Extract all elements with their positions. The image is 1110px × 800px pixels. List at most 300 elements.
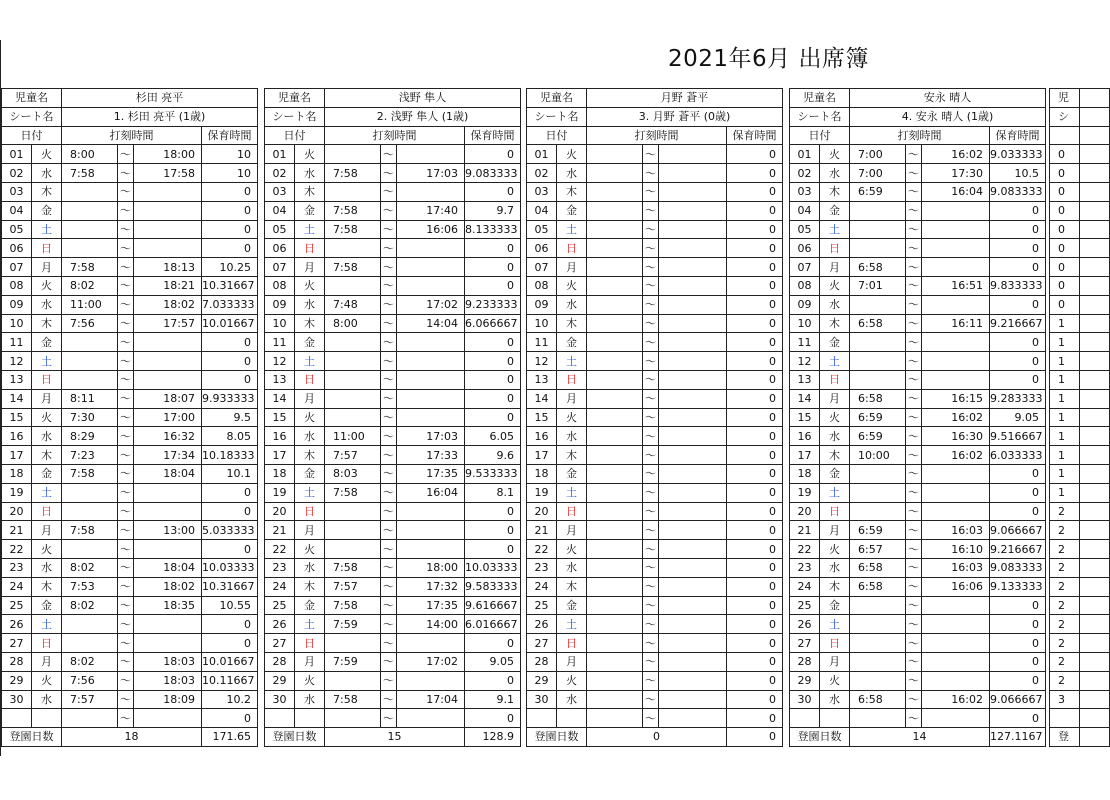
tilde-separator: ～ bbox=[381, 389, 397, 408]
partial-cell: 0 bbox=[1050, 239, 1080, 258]
check-out-time bbox=[922, 483, 990, 502]
check-out-time bbox=[134, 709, 202, 728]
tilde-separator: ～ bbox=[381, 540, 397, 559]
weekday: 土 bbox=[820, 352, 850, 371]
check-in-time: 8:29 bbox=[62, 427, 118, 446]
day-number: 01 bbox=[790, 145, 820, 164]
check-out-time bbox=[922, 502, 990, 521]
care-hours-value: 0 bbox=[465, 634, 521, 653]
check-in-time bbox=[325, 239, 381, 258]
weekday: 土 bbox=[32, 352, 62, 371]
care-hours-value: 0 bbox=[727, 652, 783, 671]
care-hours-value: 10.55 bbox=[202, 596, 258, 615]
tilde-separator: ～ bbox=[118, 182, 134, 201]
weekday: 日 bbox=[32, 502, 62, 521]
partial-cell: 0 bbox=[1050, 182, 1080, 201]
weekday: 水 bbox=[32, 295, 62, 314]
check-in-time: 8:11 bbox=[62, 389, 118, 408]
check-in-time bbox=[587, 577, 643, 596]
check-in-time: 7:58 bbox=[62, 258, 118, 277]
tilde-separator: ～ bbox=[118, 577, 134, 596]
check-out-time bbox=[922, 370, 990, 389]
weekday: 月 bbox=[557, 258, 587, 277]
tilde-separator: ～ bbox=[906, 314, 922, 333]
weekday: 土 bbox=[820, 220, 850, 239]
check-in-time bbox=[587, 540, 643, 559]
table-row bbox=[527, 521, 783, 540]
check-in-time bbox=[325, 408, 381, 427]
table-row bbox=[2, 220, 258, 239]
weekday: 水 bbox=[820, 295, 850, 314]
day-number: 02 bbox=[527, 164, 557, 183]
table-row bbox=[527, 427, 783, 446]
weekday: 日 bbox=[557, 239, 587, 258]
table-row bbox=[2, 577, 258, 596]
day-number: 08 bbox=[265, 276, 295, 295]
check-in-time: 7:58 bbox=[325, 596, 381, 615]
tilde-separator: ～ bbox=[118, 239, 134, 258]
weekday: 日 bbox=[295, 239, 325, 258]
tilde-separator: ～ bbox=[118, 483, 134, 502]
weekday: 木 bbox=[32, 446, 62, 465]
care-hours-header: 保育時間 bbox=[465, 126, 521, 145]
check-in-time bbox=[587, 690, 643, 709]
day-number: 08 bbox=[527, 276, 557, 295]
check-in-time bbox=[850, 220, 906, 239]
weekday: 火 bbox=[820, 671, 850, 690]
sheet-name-label: シート名 bbox=[790, 107, 850, 126]
day-number: 09 bbox=[790, 295, 820, 314]
tilde-separator: ～ bbox=[906, 540, 922, 559]
partial-cell-empty bbox=[1080, 652, 1110, 671]
care-hours-value: 9.066667 bbox=[990, 690, 1046, 709]
check-in-time: 6:57 bbox=[850, 540, 906, 559]
partial-cell-empty bbox=[1080, 352, 1110, 371]
partial-cell: 0 bbox=[1050, 295, 1080, 314]
care-hours-value: 10.03333 bbox=[465, 558, 521, 577]
weekday: 火 bbox=[32, 671, 62, 690]
check-out-time: 17:35 bbox=[397, 464, 465, 483]
weekday: 木 bbox=[557, 577, 587, 596]
table-row bbox=[527, 333, 783, 352]
care-hours-value: 0 bbox=[202, 502, 258, 521]
tilde-separator: ～ bbox=[381, 314, 397, 333]
check-in-time: 7:58 bbox=[325, 483, 381, 502]
care-hours-value: 5.033333 bbox=[202, 521, 258, 540]
partial-cell-empty bbox=[1080, 89, 1110, 108]
partial-cell-empty bbox=[1080, 709, 1110, 728]
check-in-time: 6:59 bbox=[850, 182, 906, 201]
day-number: 11 bbox=[527, 333, 557, 352]
partial-cell-empty bbox=[1080, 370, 1110, 389]
tilde-separator: ～ bbox=[118, 634, 134, 653]
day-number: 06 bbox=[527, 239, 557, 258]
day-number: 11 bbox=[790, 333, 820, 352]
check-out-time: 17:40 bbox=[397, 201, 465, 220]
tilde-separator: ～ bbox=[906, 483, 922, 502]
day-number: 25 bbox=[790, 596, 820, 615]
care-hours-value: 0 bbox=[990, 333, 1046, 352]
table-row bbox=[527, 615, 783, 634]
weekday: 日 bbox=[295, 370, 325, 389]
table-row bbox=[527, 652, 783, 671]
tilde-separator: ～ bbox=[118, 370, 134, 389]
table-row bbox=[527, 596, 783, 615]
check-in-time: 7:48 bbox=[325, 295, 381, 314]
check-out-time: 17:04 bbox=[397, 690, 465, 709]
check-out-time bbox=[134, 220, 202, 239]
weekday: 水 bbox=[295, 427, 325, 446]
care-hours-value: 0 bbox=[465, 502, 521, 521]
tilde-separator: ～ bbox=[381, 615, 397, 634]
care-hours-value: 0 bbox=[465, 333, 521, 352]
weekday: 月 bbox=[32, 389, 62, 408]
tilde-separator: ～ bbox=[906, 464, 922, 483]
care-hours-value: 0 bbox=[727, 182, 783, 201]
check-out-time bbox=[659, 258, 727, 277]
table-row bbox=[790, 258, 1046, 277]
check-out-time: 18:09 bbox=[134, 690, 202, 709]
check-out-time: 18:02 bbox=[134, 295, 202, 314]
tilde-separator: ～ bbox=[118, 521, 134, 540]
table-row bbox=[2, 276, 258, 295]
care-hours-value: 10.18333 bbox=[202, 446, 258, 465]
check-in-time bbox=[325, 709, 381, 728]
weekday: 火 bbox=[820, 145, 850, 164]
partial-cell-empty bbox=[1080, 634, 1110, 653]
check-in-time bbox=[62, 352, 118, 371]
tilde-separator: ～ bbox=[381, 502, 397, 521]
care-hours-value: 0 bbox=[990, 596, 1046, 615]
care-hours-value: 10.31667 bbox=[202, 577, 258, 596]
check-out-time bbox=[922, 239, 990, 258]
weekday: 金 bbox=[295, 201, 325, 220]
check-in-time: 7:56 bbox=[62, 671, 118, 690]
care-hours-value: 9.083333 bbox=[990, 182, 1046, 201]
care-hours-value: 10.2 bbox=[202, 690, 258, 709]
table-row bbox=[2, 558, 258, 577]
table-row bbox=[790, 652, 1046, 671]
check-in-time bbox=[587, 352, 643, 371]
care-hours-value: 9.216667 bbox=[990, 314, 1046, 333]
attendance-sheet-4 bbox=[789, 88, 1046, 747]
check-in-time bbox=[587, 201, 643, 220]
table-row bbox=[2, 333, 258, 352]
check-out-time bbox=[922, 709, 990, 728]
weekday: 金 bbox=[820, 464, 850, 483]
tilde-separator: ～ bbox=[118, 145, 134, 164]
care-hours-value: 0 bbox=[990, 220, 1046, 239]
tilde-separator: ～ bbox=[643, 634, 659, 653]
day-number: 19 bbox=[2, 483, 32, 502]
weekday: 日 bbox=[820, 239, 850, 258]
tilde-separator: ～ bbox=[118, 690, 134, 709]
table-row bbox=[2, 464, 258, 483]
tilde-separator: ～ bbox=[381, 201, 397, 220]
table-row bbox=[265, 521, 521, 540]
tilde-separator: ～ bbox=[118, 333, 134, 352]
care-hours-value: 8.133333 bbox=[465, 220, 521, 239]
check-out-time: 18:03 bbox=[134, 671, 202, 690]
check-out-time bbox=[659, 577, 727, 596]
tilde-separator: ～ bbox=[643, 370, 659, 389]
table-row bbox=[2, 634, 258, 653]
check-out-time bbox=[397, 521, 465, 540]
tilde-separator: ～ bbox=[118, 276, 134, 295]
check-out-time bbox=[397, 258, 465, 277]
tilde-separator: ～ bbox=[381, 690, 397, 709]
day-number: 22 bbox=[265, 540, 295, 559]
check-out-time: 16:02 bbox=[922, 408, 990, 427]
check-in-time bbox=[325, 276, 381, 295]
day-number: 11 bbox=[2, 333, 32, 352]
weekday: 月 bbox=[295, 652, 325, 671]
day-number: 18 bbox=[527, 464, 557, 483]
table-row bbox=[265, 502, 521, 521]
partial-cell: 1 bbox=[1050, 408, 1080, 427]
table-row bbox=[2, 145, 258, 164]
tilde-separator: ～ bbox=[118, 164, 134, 183]
weekday: 木 bbox=[295, 182, 325, 201]
partial-cell: シ bbox=[1050, 107, 1080, 126]
weekday: 土 bbox=[295, 615, 325, 634]
table-row bbox=[790, 220, 1046, 239]
weekday: 金 bbox=[557, 464, 587, 483]
care-hours-value: 10.01667 bbox=[202, 652, 258, 671]
check-in-time bbox=[850, 596, 906, 615]
check-in-time bbox=[62, 502, 118, 521]
check-in-time bbox=[587, 239, 643, 258]
check-out-time bbox=[922, 258, 990, 277]
care-hours-value: 0 bbox=[202, 333, 258, 352]
check-in-time bbox=[850, 709, 906, 728]
sheet-name-value: 3. 月野 蒼平 (0歳) bbox=[587, 107, 783, 126]
table-row bbox=[790, 182, 1046, 201]
table-row bbox=[265, 352, 521, 371]
care-hours-value: 6.016667 bbox=[465, 615, 521, 634]
tilde-separator: ～ bbox=[906, 577, 922, 596]
care-hours-header: 保育時間 bbox=[990, 126, 1046, 145]
weekday: 火 bbox=[32, 145, 62, 164]
table-row bbox=[2, 502, 258, 521]
day-number: 07 bbox=[527, 258, 557, 277]
check-out-time: 16:32 bbox=[134, 427, 202, 446]
table-row bbox=[2, 239, 258, 258]
care-hours-value: 0 bbox=[990, 671, 1046, 690]
check-in-time: 6:58 bbox=[850, 690, 906, 709]
check-out-time bbox=[397, 671, 465, 690]
tilde-separator: ～ bbox=[643, 408, 659, 427]
check-out-time bbox=[659, 709, 727, 728]
check-out-time: 17:34 bbox=[134, 446, 202, 465]
table-row bbox=[527, 220, 783, 239]
day-number: 25 bbox=[265, 596, 295, 615]
tilde-separator: ～ bbox=[643, 276, 659, 295]
table-row bbox=[790, 577, 1046, 596]
weekday: 土 bbox=[820, 483, 850, 502]
tilde-separator: ～ bbox=[906, 596, 922, 615]
check-in-time bbox=[587, 615, 643, 634]
tilde-separator: ～ bbox=[643, 389, 659, 408]
table-row bbox=[265, 239, 521, 258]
day-number: 30 bbox=[2, 690, 32, 709]
care-hours-value: 0 bbox=[727, 370, 783, 389]
care-hours-value: 10.25 bbox=[202, 258, 258, 277]
check-out-time bbox=[397, 239, 465, 258]
day-number: 12 bbox=[527, 352, 557, 371]
tilde-separator: ～ bbox=[906, 615, 922, 634]
check-out-time bbox=[397, 370, 465, 389]
partial-next-sheet bbox=[1049, 88, 1079, 748]
weekday: 火 bbox=[820, 408, 850, 427]
tilde-separator: ～ bbox=[643, 239, 659, 258]
care-hours-value: 0 bbox=[202, 182, 258, 201]
table-row bbox=[265, 164, 521, 183]
care-hours-value: 0 bbox=[465, 239, 521, 258]
day-number: 18 bbox=[2, 464, 32, 483]
weekday: 水 bbox=[557, 295, 587, 314]
tilde-separator: ～ bbox=[381, 352, 397, 371]
table-row bbox=[265, 389, 521, 408]
tilde-separator: ～ bbox=[118, 671, 134, 690]
table-row bbox=[527, 239, 783, 258]
check-in-time: 7:58 bbox=[325, 220, 381, 239]
weekday bbox=[820, 709, 850, 728]
check-out-time bbox=[659, 370, 727, 389]
tilde-separator: ～ bbox=[906, 671, 922, 690]
day-number: 17 bbox=[790, 446, 820, 465]
table-row bbox=[265, 652, 521, 671]
day-number: 28 bbox=[527, 652, 557, 671]
partial-cell-empty bbox=[1080, 502, 1110, 521]
check-in-time: 7:58 bbox=[325, 201, 381, 220]
table-row bbox=[265, 709, 521, 728]
sheet-name-value: 1. 杉田 亮平 (1歳) bbox=[62, 107, 258, 126]
check-in-time bbox=[587, 652, 643, 671]
check-in-time: 7:00 bbox=[850, 164, 906, 183]
check-in-time bbox=[587, 370, 643, 389]
check-in-time bbox=[587, 502, 643, 521]
check-in-time: 7:30 bbox=[62, 408, 118, 427]
tilde-separator: ～ bbox=[118, 427, 134, 446]
weekday: 土 bbox=[32, 220, 62, 239]
date-header: 日付 bbox=[2, 126, 62, 145]
weekday: 金 bbox=[820, 201, 850, 220]
partial-cell-empty bbox=[1080, 164, 1110, 183]
weekday: 土 bbox=[557, 352, 587, 371]
tilde-separator: ～ bbox=[643, 709, 659, 728]
check-out-time bbox=[659, 596, 727, 615]
partial-cell: 0 bbox=[1050, 145, 1080, 164]
table-row bbox=[265, 464, 521, 483]
tilde-separator: ～ bbox=[643, 577, 659, 596]
check-in-time bbox=[850, 634, 906, 653]
care-hours-value: 9.833333 bbox=[990, 276, 1046, 295]
check-out-time: 17:33 bbox=[397, 446, 465, 465]
table-row bbox=[790, 634, 1046, 653]
partial-cell: 2 bbox=[1050, 671, 1080, 690]
check-in-time: 7:57 bbox=[325, 577, 381, 596]
day-number: 12 bbox=[2, 352, 32, 371]
day-number: 14 bbox=[265, 389, 295, 408]
check-out-time bbox=[397, 502, 465, 521]
partial-cell: 1 bbox=[1050, 464, 1080, 483]
check-in-time bbox=[587, 182, 643, 201]
table-row bbox=[790, 333, 1046, 352]
weekday: 日 bbox=[32, 370, 62, 389]
check-out-time: 16:02 bbox=[922, 446, 990, 465]
tilde-separator: ～ bbox=[643, 182, 659, 201]
day-number: 10 bbox=[790, 314, 820, 333]
check-out-time bbox=[134, 483, 202, 502]
care-hours-value: 9.583333 bbox=[465, 577, 521, 596]
care-hours-value: 0 bbox=[727, 690, 783, 709]
day-number: 16 bbox=[265, 427, 295, 446]
tilde-separator: ～ bbox=[906, 182, 922, 201]
care-hours-value: 0 bbox=[990, 483, 1046, 502]
tilde-separator: ～ bbox=[906, 427, 922, 446]
check-out-time bbox=[659, 634, 727, 653]
weekday: 木 bbox=[820, 182, 850, 201]
check-in-time bbox=[850, 370, 906, 389]
weekday: 木 bbox=[557, 314, 587, 333]
care-hours-value: 0 bbox=[727, 352, 783, 371]
child-name-label: 児童名 bbox=[2, 89, 62, 108]
check-in-time bbox=[587, 389, 643, 408]
care-hours-value: 9.533333 bbox=[465, 464, 521, 483]
tilde-separator: ～ bbox=[118, 615, 134, 634]
care-hours-value: 10.03333 bbox=[202, 558, 258, 577]
day-number bbox=[527, 709, 557, 728]
care-hours-value: 9.05 bbox=[465, 652, 521, 671]
check-out-time: 16:10 bbox=[922, 540, 990, 559]
punch-time-header: 打刻時間 bbox=[587, 126, 727, 145]
table-row bbox=[527, 258, 783, 277]
partial-cell-empty bbox=[1080, 577, 1110, 596]
care-hours-value: 0 bbox=[465, 408, 521, 427]
check-in-time bbox=[587, 276, 643, 295]
care-hours-value: 9.616667 bbox=[465, 596, 521, 615]
weekday: 日 bbox=[820, 370, 850, 389]
date-header: 日付 bbox=[790, 126, 850, 145]
check-out-time: 17:58 bbox=[134, 164, 202, 183]
check-out-time bbox=[397, 182, 465, 201]
partial-cell-empty bbox=[1080, 521, 1110, 540]
check-out-time: 16:51 bbox=[922, 276, 990, 295]
table-row bbox=[2, 370, 258, 389]
care-hours-value: 6.066667 bbox=[465, 314, 521, 333]
day-number: 03 bbox=[790, 182, 820, 201]
weekday: 水 bbox=[820, 427, 850, 446]
check-out-time bbox=[922, 464, 990, 483]
table-row bbox=[527, 295, 783, 314]
day-number: 01 bbox=[527, 145, 557, 164]
weekday: 日 bbox=[32, 239, 62, 258]
care-hours-value: 0 bbox=[990, 615, 1046, 634]
check-in-time bbox=[62, 370, 118, 389]
day-number: 04 bbox=[2, 201, 32, 220]
table-row bbox=[2, 540, 258, 559]
check-in-time bbox=[62, 239, 118, 258]
weekday: 月 bbox=[820, 389, 850, 408]
check-out-time: 16:02 bbox=[922, 145, 990, 164]
table-row bbox=[265, 276, 521, 295]
partial-sheet-table bbox=[1049, 88, 1110, 747]
check-in-time bbox=[850, 615, 906, 634]
weekday: 火 bbox=[295, 145, 325, 164]
sheet-name-value: 2. 浅野 隼人 (1歳) bbox=[325, 107, 521, 126]
check-in-time: 8:02 bbox=[62, 652, 118, 671]
